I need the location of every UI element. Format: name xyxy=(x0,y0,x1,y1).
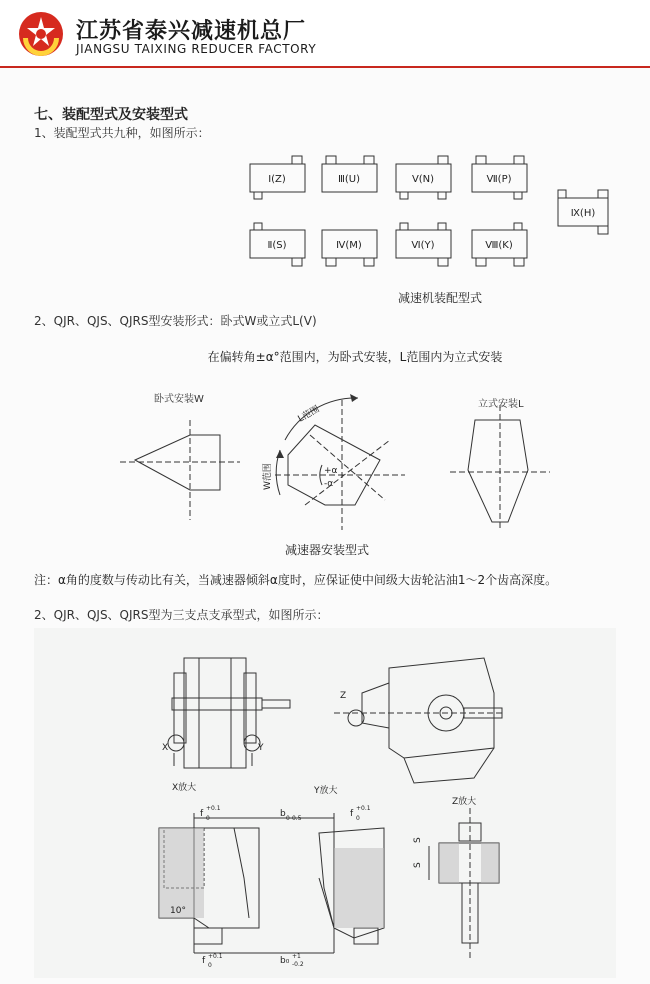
dim-f-right: f xyxy=(350,809,354,819)
item-assembly-types: 1、装配型式共九种，如图所示： xyxy=(34,126,210,140)
minus-alpha-label: -α xyxy=(324,479,334,489)
assembly-label-2: Ⅲ(U) xyxy=(337,174,361,185)
item-three-point-support: 2、QJR、QJS、QJRS型为三支点支承型式，如图所示： xyxy=(34,608,329,622)
dim-b-bottom-sup: +1 xyxy=(292,953,301,960)
plus-alpha-label: +α xyxy=(324,466,338,476)
assembly-label-8: Ⅷ(K) xyxy=(485,240,513,251)
dim-f-left: f xyxy=(200,809,204,819)
dim-b-top: b xyxy=(280,809,286,819)
section-title: 七、装配型式及安装型式 xyxy=(34,107,188,123)
x-zoom-label: X放大 xyxy=(172,783,197,793)
dim-b-bottom: b₀ xyxy=(280,956,290,966)
dim-f-bottom-sup: +0.1 xyxy=(208,953,223,960)
y-zoom-label: Y放大 xyxy=(314,786,338,796)
assembly-label-4: Ⅶ(P) xyxy=(486,174,512,185)
assembly-caption: 减速机装配型式 xyxy=(398,291,483,305)
z-marker: Z xyxy=(340,691,347,701)
company-name-cn: 江苏省泰兴减速机总厂 xyxy=(76,19,307,44)
assembly-label-3: Ⅴ(N) xyxy=(411,174,435,185)
company-name-en: JIANGSU TAIXING REDUCER FACTORY xyxy=(76,42,317,56)
dim-f-bottom: f xyxy=(202,956,206,966)
assembly-label-5: Ⅱ(S) xyxy=(267,240,287,251)
z-zoom-label: Z放大 xyxy=(452,797,477,807)
assembly-label-9: Ⅸ(H) xyxy=(570,208,596,219)
alpha-note: 注：α角的度数与传动比有关，当减速器倾斜α度时，应保证使中间级大齿轮沾油1～2个齿高深度。 xyxy=(34,573,558,587)
dim-s: S xyxy=(413,862,423,868)
install-caption: 减速器安装型式 xyxy=(285,543,370,557)
dim-s2: S xyxy=(413,837,423,843)
dim-f-bottom-sub: 0 xyxy=(208,962,212,969)
l-range-label: L范围 xyxy=(296,404,322,425)
dim-f-right-sub: 0 xyxy=(356,815,360,822)
company-logo-icon xyxy=(14,8,68,60)
dim-f-left-sub: 0 xyxy=(206,815,210,822)
dim-angle: 10° xyxy=(170,906,186,916)
dim-f-left-sup: +0.1 xyxy=(206,805,221,812)
dim-b-top-sub: 0-0.5 xyxy=(286,815,302,822)
three-point-support-diagram xyxy=(34,628,616,978)
assembly-label-1: Ⅰ(Z) xyxy=(268,174,286,185)
x-marker: X xyxy=(162,743,169,753)
assembly-types-diagram xyxy=(240,150,620,280)
y-marker: Y xyxy=(258,743,264,753)
dim-b-bottom-sub: -0.2 xyxy=(292,961,304,968)
w-range-label: W范围 xyxy=(263,463,273,490)
vertical-install-label: 立式安装L xyxy=(478,399,524,410)
assembly-label-7: Ⅵ(Y) xyxy=(411,240,435,251)
angle-note: 在偏转角±α°范围内，为卧式安装，L范围内为立式安装 xyxy=(207,350,503,364)
horizontal-install-label: 卧式安装W xyxy=(154,394,204,405)
dim-f-right-sup: +0.1 xyxy=(356,805,371,812)
item-install-forms: 2、QJR、QJS、QJRS型安装形式：卧式W或立式L(V) xyxy=(34,314,317,328)
assembly-label-6: Ⅳ(M) xyxy=(336,240,362,251)
